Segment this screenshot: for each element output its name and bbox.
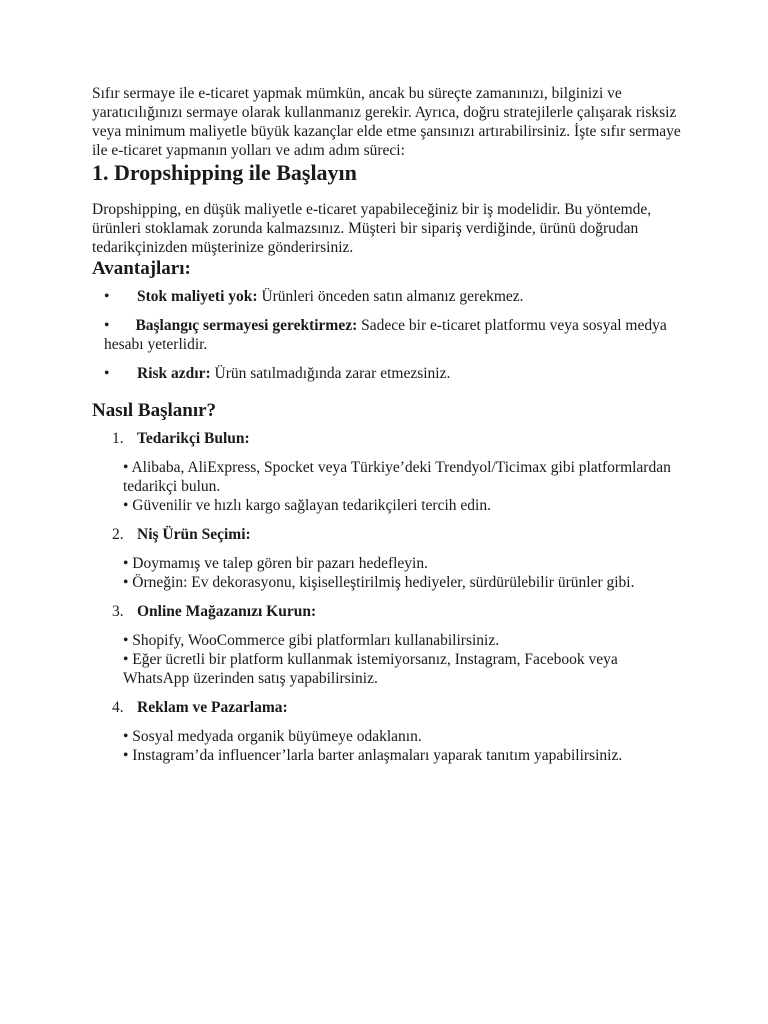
advantage-label: Stok maliyeti yok: [137,288,258,305]
advantages-list [92,287,682,383]
step-number: 4. [112,699,124,716]
step-item [92,602,682,688]
step-title-text: Online Mağazanızı Kurun: [137,603,317,620]
advantages-heading: Avantajları: [92,258,191,279]
step-item [92,698,682,765]
step-number: 3. [112,603,124,620]
step-detail: • Instagram’da influencer’larla barter anlaşmaları yaparak tanıtım yapabilirsiniz. [123,747,623,764]
step-item [92,429,682,515]
bullet-icon: • [104,317,110,334]
dropshipping-paragraph: Dropshipping, en düşük maliyetle e-ticaret yapabileceğiniz bir iş modelidir. Bu yöntemde, ürünleri stoklamak zorunda kalmazsınız. Müşteri bir sipariş verdiğinde, ürünü doğrudan tedarikçinizden müşterinize gönderirsiniz. [92,201,652,256]
step-title [92,525,682,544]
step-title-text: Reklam ve Pazarlama: [137,699,288,716]
bullet-icon: • [104,365,110,382]
step-title [92,602,682,621]
step-title-text: Tedarikçi Bulun: [137,430,250,447]
section-heading-dropshipping: 1. Dropshipping ile Başlayın [92,160,357,185]
step-item [92,525,682,592]
step-detail: • Eğer ücretli bir platform kullanmak istemiyorsanız, Instagram, Facebook veya WhatsApp üzerinden satış yapabilirsiniz. [123,651,618,687]
advantage-text: Ürün satılmadığında zarar etmezsiniz. [210,365,451,382]
advantage-item [92,364,682,383]
step-title-text: Niş Ürün Seçimi: [137,526,251,543]
step-number: 1. [112,430,124,447]
advantage-text: Ürünleri önceden satın almanız gerekmez. [257,288,524,305]
advantage-item [92,287,682,306]
how-to-start-heading: Nasıl Başlanır? [92,400,217,421]
advantage-text: Sadece bir e-ticaret platformu veya sosyal medya hesabı yeterlidir. [104,317,667,353]
step-detail: • Güvenilir ve hızlı kargo sağlayan tedarikçileri tercih edin. [123,497,491,514]
step-title [92,698,682,717]
step-detail: • Shopify, WooCommerce gibi platformları kullanabilirsiniz. [123,632,500,649]
step-detail: • Örneğin: Ev dekorasyonu, kişiselleştirilmiş hediyeler, sürdürülebilir ürünler gibi. [123,574,635,591]
step-detail: • Alibaba, AliExpress, Spocket veya Türkiye’deki Trendyol/Ticimax gibi platformlardan tedarikçi bulun. [123,459,671,495]
step-detail: • Sosyal medyada organik büyümeye odaklanın. [123,728,422,745]
step-detail: • Doymamış ve talep gören bir pazarı hedefleyin. [123,555,428,572]
bullet-icon: • [104,288,110,305]
intro-paragraph: Sıfır sermaye ile e-ticaret yapmak mümkün, ancak bu süreçte zamanınızı, bilginizi ve yaratıcılığınızı sermaye olarak kullanmanız gerekir. Ayrıca, doğru stratejilerle çalışarak risksiz veya minimum maliyetle büyük kazançlar elde etme şansınızı artırabilirsiniz. İşte sıfır sermaye ile e-ticaret yapmanın yolları ve adım adım süreci: [92,85,681,159]
step-title [92,429,682,448]
steps-list [92,429,682,765]
advantage-label: Başlangıç sermayesi gerektirmez: [135,317,358,334]
step-number: 2. [112,526,124,543]
advantage-label: Risk azdır: [137,365,211,382]
advantage-item [92,316,682,354]
document-body [92,84,682,775]
